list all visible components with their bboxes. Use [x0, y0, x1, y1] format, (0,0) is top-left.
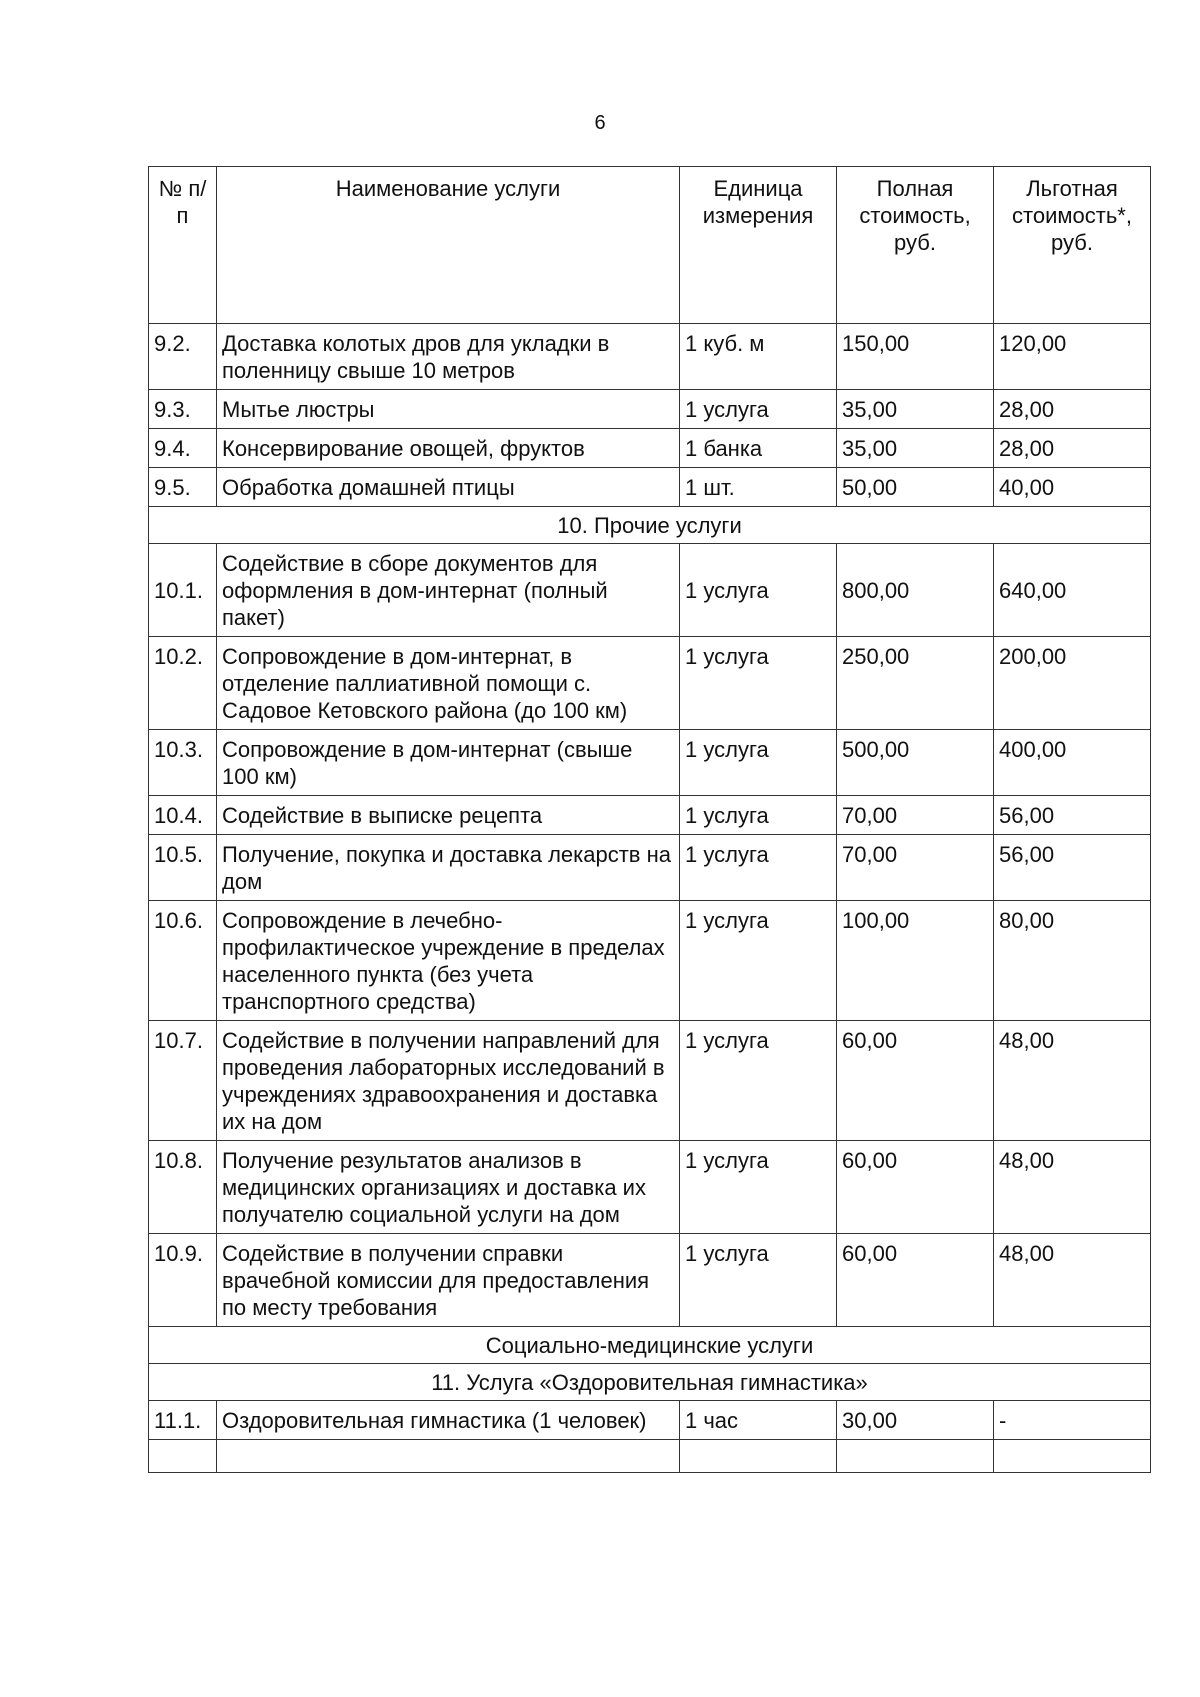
cell-full-cost: 60,00: [837, 1234, 994, 1327]
table-row: [149, 637, 1151, 730]
cell-service-name: Содействие в сборе документов для оформления в дом-интернат (полный пакет): [217, 544, 680, 637]
cell-service-name: Обработка домашней птицы: [217, 468, 680, 507]
cell-reduced-cost: 400,00: [994, 730, 1151, 796]
table-row: [149, 796, 1151, 835]
cell-reduced-cost: 120,00: [994, 324, 1151, 390]
cell-full-cost: 100,00: [837, 901, 994, 1021]
cell-full-cost: 250,00: [837, 637, 994, 730]
cell-number: 10.3.: [149, 730, 217, 796]
cell-service-name: Получение, покупка и доставка лекарств на дом: [217, 835, 680, 901]
cell-unit: 1 услуга: [680, 1141, 837, 1234]
cell-reduced-cost: 640,00: [994, 544, 1151, 637]
section-title: 10. Прочие услуги: [149, 507, 1151, 544]
cell-reduced-cost: 56,00: [994, 796, 1151, 835]
table-row: [149, 901, 1151, 1021]
cell-number: 10.4.: [149, 796, 217, 835]
table-row: [149, 835, 1151, 901]
empty-cell: [994, 1440, 1151, 1473]
cell-full-cost: 150,00: [837, 324, 994, 390]
cell-unit: 1 услуга: [680, 730, 837, 796]
cell-unit: 1 услуга: [680, 637, 837, 730]
cell-number: 9.5.: [149, 468, 217, 507]
cell-service-name: Сопровождение в лечебно-профилактическое учреждение в пределах населенного пункта (без учета транспортного средства): [217, 901, 680, 1021]
cell-reduced-cost: 28,00: [994, 390, 1151, 429]
table-row: [149, 468, 1151, 507]
section-row: [149, 1327, 1151, 1364]
cell-reduced-cost: 40,00: [994, 468, 1151, 507]
cell-unit: 1 услуга: [680, 796, 837, 835]
empty-cell: [837, 1440, 994, 1473]
cell-reduced-cost: 48,00: [994, 1021, 1151, 1141]
header-unit: Единица измерения: [680, 167, 837, 324]
table-row: [149, 390, 1151, 429]
cell-unit: 1 куб. м: [680, 324, 837, 390]
cell-number: 10.6.: [149, 901, 217, 1021]
table-row: [149, 324, 1151, 390]
table-row: [149, 1141, 1151, 1234]
cell-unit: 1 услуга: [680, 1234, 837, 1327]
header-full-cost: Полная стоимость, руб.: [837, 167, 994, 324]
table-header-row: [149, 167, 1151, 324]
empty-cell: [680, 1440, 837, 1473]
cell-full-cost: 30,00: [837, 1401, 994, 1440]
cell-full-cost: 50,00: [837, 468, 994, 507]
cell-full-cost: 35,00: [837, 429, 994, 468]
cell-service-name: Содействие в выписке рецепта: [217, 796, 680, 835]
cell-reduced-cost: 48,00: [994, 1141, 1151, 1234]
cell-service-name: Сопровождение в дом-интернат (свыше 100 км): [217, 730, 680, 796]
cell-unit: 1 час: [680, 1401, 837, 1440]
cell-service-name: Сопровождение в дом-интернат, в отделение паллиативной помощи с. Садовое Кетовского района (до 100 км): [217, 637, 680, 730]
header-number: № п/п: [149, 167, 217, 324]
cell-number: 10.1.: [149, 544, 217, 637]
cell-reduced-cost: -: [994, 1401, 1151, 1440]
cell-reduced-cost: 28,00: [994, 429, 1151, 468]
cell-reduced-cost: 48,00: [994, 1234, 1151, 1327]
cell-full-cost: 500,00: [837, 730, 994, 796]
cell-number: 10.5.: [149, 835, 217, 901]
empty-cell: [217, 1440, 680, 1473]
cell-number: 10.7.: [149, 1021, 217, 1141]
table-row: [149, 429, 1151, 468]
cell-reduced-cost: 200,00: [994, 637, 1151, 730]
cell-service-name: Содействие в получении направлений для проведения лабораторных исследований в учреждениях здравоохранения и доставка их на дом: [217, 1021, 680, 1141]
section-title: Социально-медицинские услуги: [149, 1327, 1151, 1364]
cell-full-cost: 800,00: [837, 544, 994, 637]
cell-service-name: Доставка колотых дров для укладки в поленницу свыше 10 метров: [217, 324, 680, 390]
cell-full-cost: 70,00: [837, 796, 994, 835]
cell-service-name: Содействие в получении справки врачебной комиссии для предоставления по месту требования: [217, 1234, 680, 1327]
header-service-name: Наименование услуги: [217, 167, 680, 324]
table-row: [149, 1401, 1151, 1440]
table-row: [149, 544, 1151, 637]
cell-unit: 1 услуга: [680, 390, 837, 429]
cell-full-cost: 35,00: [837, 390, 994, 429]
cell-number: 10.2.: [149, 637, 217, 730]
cell-reduced-cost: 56,00: [994, 835, 1151, 901]
cell-unit: 1 банка: [680, 429, 837, 468]
table-row: [149, 1234, 1151, 1327]
cell-full-cost: 60,00: [837, 1021, 994, 1141]
section-row: [149, 1364, 1151, 1401]
section-title: 11. Услуга «Оздоровительная гимнастика»: [149, 1364, 1151, 1401]
cell-number: 9.3.: [149, 390, 217, 429]
cell-service-name: Мытье люстры: [217, 390, 680, 429]
tariff-table: [148, 166, 1151, 1473]
cell-unit: 1 услуга: [680, 835, 837, 901]
section-row: [149, 507, 1151, 544]
table-row: [149, 730, 1151, 796]
cell-service-name: Получение результатов анализов в медицинских организациях и доставка их получателю социальной услуги на дом: [217, 1141, 680, 1234]
cell-number: 10.9.: [149, 1234, 217, 1327]
cell-number: 10.8.: [149, 1141, 217, 1234]
cell-unit: 1 услуга: [680, 544, 837, 637]
cell-full-cost: 70,00: [837, 835, 994, 901]
cell-unit: 1 услуга: [680, 1021, 837, 1141]
cell-unit: 1 шт.: [680, 468, 837, 507]
header-reduced-cost: Льготная стоимость*, руб.: [994, 167, 1151, 324]
cell-reduced-cost: 80,00: [994, 901, 1151, 1021]
cell-service-name: Оздоровительная гимнастика (1 человек): [217, 1401, 680, 1440]
cell-full-cost: 60,00: [837, 1141, 994, 1234]
cell-service-name: Консервирование овощей, фруктов: [217, 429, 680, 468]
cell-unit: 1 услуга: [680, 901, 837, 1021]
cell-number: 9.4.: [149, 429, 217, 468]
empty-cell: [149, 1440, 217, 1473]
cell-number: 11.1.: [149, 1401, 217, 1440]
empty-row: [149, 1440, 1151, 1473]
table-row: [149, 1021, 1151, 1141]
page-number: 6: [594, 112, 606, 134]
cell-number: 9.2.: [149, 324, 217, 390]
